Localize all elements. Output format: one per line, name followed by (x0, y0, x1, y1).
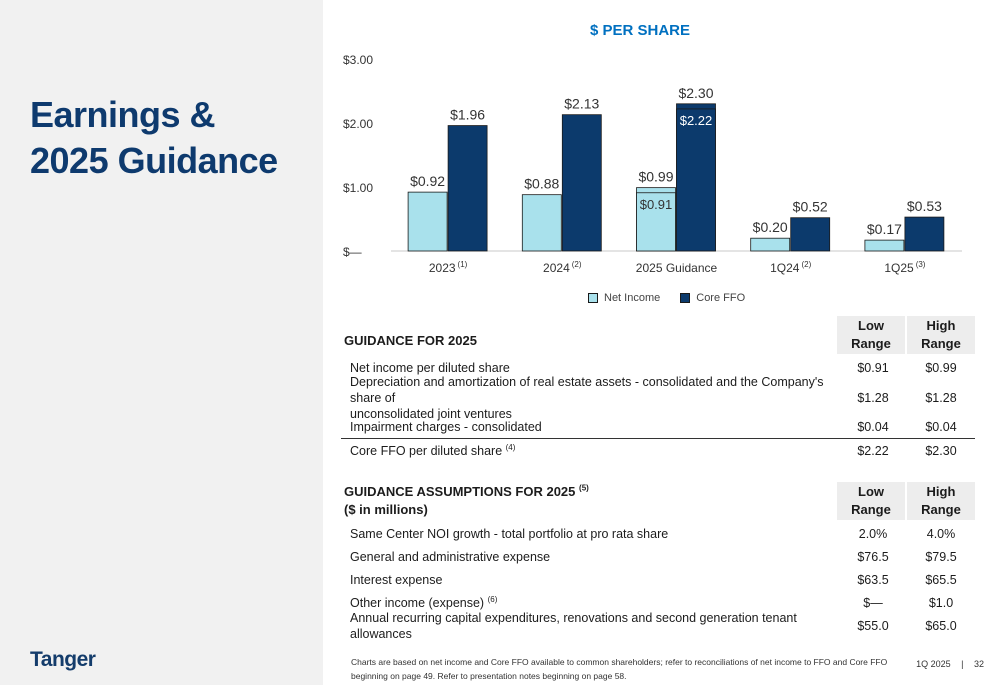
data-label-net-income: $0.88 (524, 175, 560, 192)
row-label: Net income per diluted share (350, 360, 510, 375)
guidance-table (341, 316, 975, 462)
bar-core-ffo (791, 218, 830, 251)
row-label: Interest expense (350, 572, 443, 587)
x-tick-label-text: 1Q24 (770, 261, 800, 275)
footnote: Charts are based on net income and Core FFO available to common shareholders; refer to reconciliations of net income to FFO and Core FFO beginning on page 49. Refer to presentation notes beginning on page 58. (351, 657, 888, 681)
data-label-core-ffo: $0.52 (792, 198, 828, 215)
high-header-line-1: High (926, 318, 956, 333)
low-value: $— (863, 595, 883, 610)
chart-legend (588, 292, 765, 304)
low-header-line-2: Range (851, 502, 891, 517)
assumptions-subtitle: ($ in millions) (344, 502, 428, 517)
data-label-core-ffo: $0.53 (906, 198, 942, 215)
page-number: 32 (973, 659, 984, 669)
x-tick-footnote-ref: (1) (457, 260, 468, 269)
row-label-text: Other income (expense) (350, 595, 485, 610)
low-header-line-1: Low (858, 484, 884, 499)
data-label-net-income: $0.92 (410, 173, 446, 190)
footnote-ref: (5) (579, 483, 589, 493)
legend-item-core-ffo (680, 292, 745, 304)
guidance-low-label-net-income: $0.91 (639, 196, 673, 212)
assumptions-title-text: GUIDANCE ASSUMPTIONS FOR 2025 (344, 484, 576, 499)
high-value: $0.04 (925, 420, 957, 434)
legend-item-net-income (588, 292, 660, 304)
bar-net-income (408, 192, 447, 251)
footnote-ref: (6) (487, 594, 498, 604)
table-row (341, 416, 975, 438)
low-value: $55.0 (857, 618, 889, 633)
per-share-bar-chart (340, 42, 970, 287)
data-label-net-income: $0.17 (866, 221, 902, 238)
data-label-core-ffo: $2.30 (678, 84, 714, 101)
row-label-line-1: Depreciation and amortization of real estate assets - consolidated and the Company's share of (350, 374, 824, 405)
legend-swatch-net-income (588, 293, 598, 303)
x-tick-label-text: 2023 (428, 261, 456, 275)
x-tick-label (770, 260, 811, 275)
row-label (341, 443, 839, 459)
bar-core-ffo (562, 115, 601, 251)
assumptions-table (341, 482, 975, 641)
assumptions-low-range-header (837, 482, 905, 520)
assumptions-header-row (341, 482, 975, 520)
page-separator: | (961, 659, 964, 669)
low-value: $0.04 (857, 420, 889, 434)
legend-label-net-income: Net Income (604, 292, 661, 304)
x-tick-footnote-ref: (2) (571, 260, 582, 269)
guidance-low-bar-core-ffo (677, 109, 716, 251)
high-value: $65.0 (925, 618, 957, 633)
row-label: Impairment charges - consolidated (350, 420, 542, 434)
high-value: $65.5 (925, 572, 957, 587)
low-value: $1.28 (857, 390, 889, 405)
guidance-low-range-header (837, 316, 905, 354)
data-label-core-ffo: $1.96 (450, 106, 486, 123)
data-label-core-ffo: $2.13 (564, 95, 600, 112)
x-tick-label (636, 261, 718, 275)
high-header-line-2: Range (921, 336, 961, 351)
high-value: 4.0% (926, 526, 956, 541)
guidance-low-label-core-ffo: $2.22 (679, 112, 713, 128)
left-panel (0, 0, 323, 685)
high-header-line-1: High (926, 484, 956, 499)
bar-net-income (751, 238, 790, 251)
high-value: $79.5 (925, 549, 957, 564)
y-tick-label: $— (343, 245, 362, 259)
assumptions-high-range-header (907, 482, 975, 520)
row-label-line-2: unconsolidated joint ventures (350, 406, 512, 421)
page-title-line-1: Earnings & (30, 94, 216, 135)
legend-label-core-ffo: Core FFO (696, 292, 746, 304)
x-tick-label-text: 2025 Guidance (635, 261, 718, 275)
assumptions-title (341, 484, 837, 518)
table-row-total (341, 438, 975, 462)
high-value: $2.30 (925, 443, 957, 458)
x-tick-label (884, 260, 925, 275)
data-label-net-income: $0.20 (752, 219, 788, 236)
table-row (341, 610, 975, 641)
legend-swatch-core-ffo (680, 293, 690, 303)
footnote-ref: (4) (505, 442, 516, 452)
x-tick-label (429, 260, 468, 275)
table-row (341, 545, 975, 568)
table-row (341, 374, 975, 421)
high-value: $0.99 (925, 360, 957, 375)
chart-title: $ PER SHARE (589, 22, 691, 39)
row-label-text: Core FFO per diluted share (350, 443, 503, 458)
low-header-line-2: Range (851, 336, 891, 351)
low-value: $2.22 (857, 443, 889, 458)
row-label: Same Center NOI growth - total portfolio at pro rata share (350, 526, 669, 541)
high-value: $1.28 (925, 390, 957, 405)
row-label (341, 595, 839, 611)
bar-net-income (865, 240, 904, 251)
x-tick-label-text: 1Q25 (884, 261, 914, 275)
y-tick-label: $1.00 (343, 181, 374, 195)
tanger-logo: Tanger (30, 648, 96, 671)
high-header-line-2: Range (921, 502, 961, 517)
guidance-high-range-header (907, 316, 975, 354)
page-title (30, 92, 278, 184)
page-title-line-2: 2025 Guidance (30, 140, 278, 181)
row-label: General and administrative expense (350, 549, 551, 564)
low-value: $76.5 (857, 549, 889, 564)
page-info (916, 659, 984, 669)
low-value: 2.0% (858, 526, 888, 541)
table-row (341, 522, 975, 545)
bar-core-ffo (448, 126, 487, 251)
row-label (341, 374, 839, 422)
guidance-title: GUIDANCE FOR 2025 (344, 333, 477, 348)
x-tick-footnote-ref: (2) (801, 260, 812, 269)
low-value: $0.91 (857, 360, 889, 375)
x-tick-footnote-ref: (3) (915, 260, 926, 269)
guidance-header-row (341, 316, 975, 354)
bar-core-ffo (905, 217, 944, 251)
y-tick-label: $3.00 (343, 53, 374, 67)
low-value: $63.5 (857, 572, 889, 587)
data-label-net-income: $0.99 (638, 168, 674, 185)
report-date: 1Q 2025 (916, 659, 951, 669)
row-label: Annual recurring capital expenditures, renovations and second generation tenant allowances (350, 610, 797, 641)
y-tick-label: $2.00 (343, 117, 374, 131)
bar-net-income (522, 195, 561, 251)
high-value: $1.0 (928, 595, 954, 610)
low-header-line-1: Low (858, 318, 884, 333)
table-row (341, 568, 975, 591)
x-tick-label (543, 260, 582, 275)
x-tick-label-text: 2024 (543, 261, 570, 275)
